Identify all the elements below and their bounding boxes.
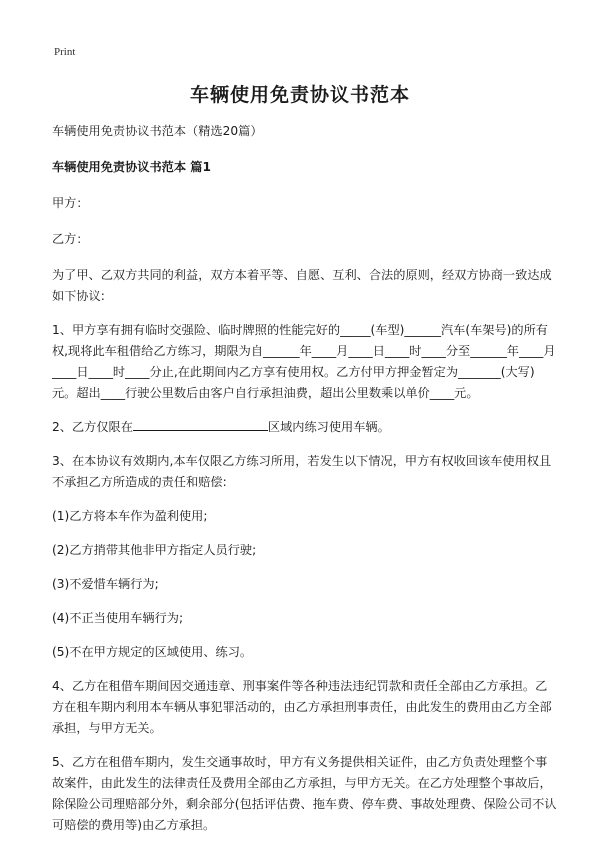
document-body bbox=[52, 121, 557, 849]
list-item: (4)不正当使用车辆行为; bbox=[52, 611, 184, 625]
document-subtitle: 车辆使用免责协议书范本（精选20篇） bbox=[52, 124, 263, 138]
intro-paragraph: 为了甲、乙双方共同的利益，双方本着平等、自愿、互利、合法的原则，经双方协商一致达成如下协议: bbox=[52, 268, 552, 303]
print-label: Print bbox=[54, 46, 76, 58]
list-item: (5)不在甲方规定的区域使用、练习。 bbox=[52, 645, 253, 659]
party-b-label: 乙方： bbox=[52, 232, 89, 246]
list-item: (1)乙方将本车作为盈利使用; bbox=[52, 509, 208, 523]
list-item: (2)乙方捎带其他非甲方指定人员行驶; bbox=[52, 543, 257, 557]
clause-1: 1、甲方享有拥有临时交强险、临时牌照的性能完好的_____(车型)______汽车(车架号)的所有权,现将此车租借给乙方练习，期限为自______年____月____日____时____分至______年____月____日____时____分止,在此期间内乙方享有使用权。乙方付甲方押金暂定为_______(大写)元。超出____行驶公里数后由客户自行承担油费，超出公里数乘以单价____元。 bbox=[52, 323, 556, 400]
list-item: (3)不爱惜车辆行为; bbox=[52, 577, 159, 591]
clause-2-text-after: 区域内练习使用车辆。 bbox=[267, 420, 390, 434]
document-title: 车辆使用免责协议书范本 bbox=[189, 84, 410, 106]
clause-2-text-before: 2、乙方仅限在 bbox=[52, 420, 133, 434]
party-a-label: 甲方： bbox=[52, 196, 89, 210]
clause-2 bbox=[52, 417, 557, 438]
clause-3: 3、在本协议有效期内,本车仅限乙方练习所用，若发生以下情况，甲方有权收回该车使用权且不承担乙方所造成的责任和赔偿: bbox=[52, 454, 552, 489]
clause-4: 4、乙方在租借车期间因交通违章、刑事案件等各种违法违纪罚款和责任全部由乙方承担。乙方在租车期内利用本车辆从事犯罪活动的，由乙方承担刑事责任，由此发生的费用由乙方全部承担，与甲方无关。 bbox=[52, 679, 552, 735]
clause-5: 5、乙方在租借车期内，发生交通事故时，甲方有义务提供相关证件，由乙方负责处理整个事故案件，由此发生的法律责任及费用全部由乙方承担，与甲方无关。在乙方处理整个事故后，除保险公司理赔部分外，剩余部分(包括评估费、拖车费、停车费、事故处理费、保险公司不认可赔偿的费用等)由乙方承担。 bbox=[52, 755, 557, 832]
region-blank-line bbox=[133, 418, 268, 431]
section-heading: 车辆使用免责协议书范本 篇1 bbox=[52, 160, 211, 174]
